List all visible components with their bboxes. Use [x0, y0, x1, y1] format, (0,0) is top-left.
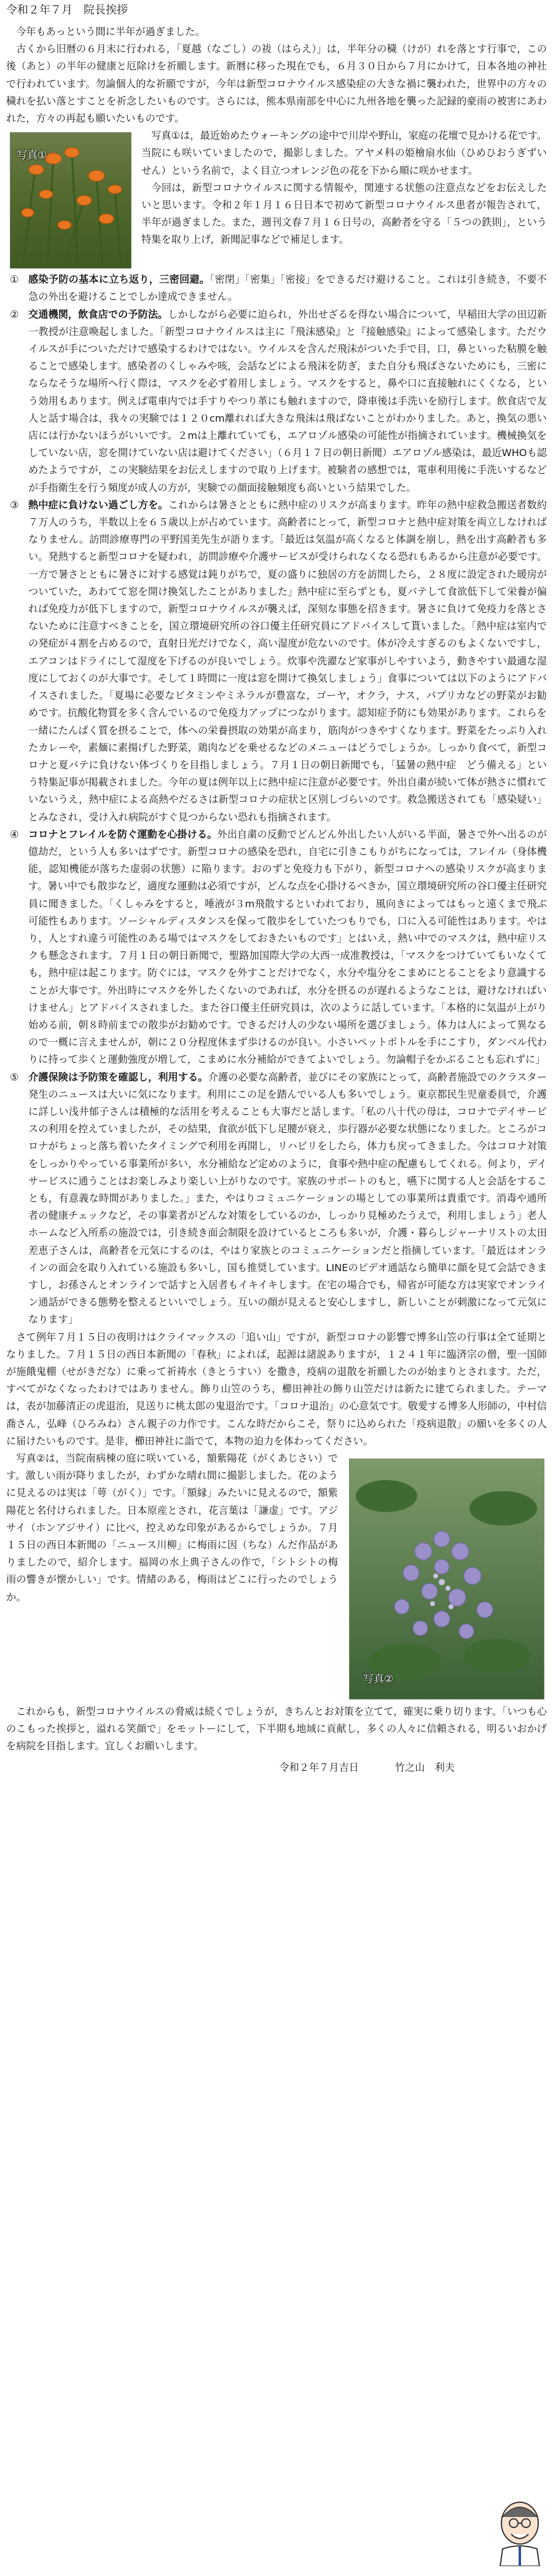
list-item: [6, 1069, 547, 1329]
item-number: ④: [10, 828, 19, 840]
signature: [6, 1759, 455, 1776]
closing-paragraph: これからも，新型コロナウイルスの脅威は続くでしょうが，きちんとお対策を立てて，確実に乗り切ります。「いつも心のこもった挨拶と，溢れる笑顔で」をモットーにして，下半期も地域に貢献し，多くの人々に信頼される，明るいおかげを病院を目指します。宜しくお願いします。: [6, 1706, 547, 1752]
item-number: ①: [10, 274, 19, 286]
item-body: しかしながら必要に迫られ，外出せざるを得ない場合について，早稲田大学の田辺新一教授が注意喚起しました。「新型コロナウイルスは主に『飛沫感染』と『接触感染』によって感染します。ただウイルスが手についただけで感染するわけではない。ウイルスを含んだ飛沫がついた手で目，口，鼻といった粘膜を触ることで感染します。感染者のくしゃみや咳，会話などによる飛沫を防ぎ，また自分も飛ばさないためにも，三密にならなそうな場所へ行く際は，マスクを必ず着用しましょう。マスクをすると，鼻や口に直接触れにくくなる，という効用もあります。例えば電車内では手すりやつり革にも触れますので，降車後は手洗いを励行します。飲食店で友人と話す場合は，我々の実験では１２０cm離れれば大きな飛沫は飛ばないことがわかりました。あと，換気の悪い店には行かないほうがいいです。２mは上離れていても，エアロゾル感染の可能性が指摘されています。機械換気をしていない店，窓を開けていない店は避けてください」（６月１７日の朝日新聞）エアロゾル感染は，最近WHOも認めたようですが，この実験結果をお伝えしますので取り上げます。被験者の感想では，電車利用後に手洗いするなどが手指衛生を行う頻度が成人の方が，実験での顔面接触頻度も高いという結果でした。: [28, 308, 547, 494]
page-title: 令和２年７月 院長挨拶: [6, 4, 128, 17]
five-rules-list: [6, 271, 547, 1328]
item-heading: 交通機関，飲食店での予防法。: [28, 308, 168, 320]
item-heading: 感染予防の基本に立ち返り，三密回避。: [28, 274, 210, 286]
yamakasa-paragraph: さて例年７月１５日の夜明けはクライマックスの「追い山」ですが，新型コロナの影響で博多山笠の行事は全て延期となりました。７月１５日の西日本新聞の「春秋」によれば，起源は諸説ありますが，１２４１年に臨済宗の僧，聖一国師が施餓鬼棚（せがきだな）に乗って祈祷水（きとうすい）を撒き，疫病の退散を祈願したのが始まりとされます。ただ，すべてがなくなったわけではありません。飾り山笠のうち，櫛田神社の飾り山笠だけは新たに建てられました。テーマは，表が加藤清正の虎退治，見送りに桃太郎の鬼退治です。「コロナ退治」の心意気です。敬愛する博多人形師の，中村信喬さん，弘峰（ひろみね）さん親子の力作です。こんな時だからこそ，祭りに込められた「疫病退散」の願いを多くの人に届けたいものです。是非，櫛田神社に詣でて，本物の迫力を体わってください。: [6, 1331, 547, 1447]
photo-hime-hiougizuisen: [10, 132, 131, 269]
list-item: [6, 306, 547, 497]
photo-caption: 写真①: [17, 149, 47, 162]
item-number: ③: [10, 498, 19, 511]
item-body: これからは暑さとともに熱中症のリスクが高まります。昨年の熱中症救急搬送者数約７万人のうち，半数以上を６５歳以上が占めています。高齢者にとって，新型コロナと熱中症対策を両立しなければなりません。訪問診療専門の平野国美先生が語ります。「最近は気温が高くなると体調を崩し，熱を出す高齢者も多い。発熱すると新型コロナを疑われ，訪問診療や介護サービスが受けられなくなる恐れもあるから注意が必要です。一方で暑さとともに暑さに対する感覚は鈍りがちで，夏の盛りに独居の方を訪問したら，２８度に設定された暖房がついていた，あわてて窓を開け換気したことがありました」熱中症に至らずとも，夏バテして食欲低下して栄養が偏れば免疫力が低下しますので，新型コロナウイルスが襲えば，深刻な事態を招きます。暑さに負けて免疫力を落とさないために注意すべきことを，国立環境研究所の谷口優主任研究員にアドバイスして貰いました。「熱中症は室内での発症が４割を占めるので，直射日光だけでなく，高い湿度が危ないのです。体が冷えすぎるのもよくないですし，エアコンはドライにして湿度を下げるのが良いでしょう。炊事や洗濯など家事がしやすいよう，動きやすい最適な湿度にしておくのが大事です。そして１時間に一度は窓を開けて換気しましょう」食事については以下のようにアドバイスされました。「夏場に必要なビタミンやミネラルが豊富な，ゴーヤ，オクラ，ナス，パプリカなどの野菜がお勧めです。抗酸化物質を多く含んでいるので免疫力アップにつながります。認知症予防にも効果があります。これらを一緒にたんぱく質を摂ることで，体への栄養摂取の効果が高まり，筋肉がつきやすくなります。野菜をたっぷり入れたカレーや，素麺に素揚げした野菜，鶏肉などを乗せるなどのメニューはどうでしょうか。しっかり食べて，新型コロナと夏バテに負けない体づくりを目指しましょう。７月１日の朝日新聞でも，「猛暑の熱中症 どう備える」という特集記事が掲載されました。今年の夏は例年以上に熱中症に注意が必要です。外出自粛が続いて体が熱さに慣れていないうえ，熱中症による高熱やだるさは新型コロナの症状と区別しづらいのです。救急搬送されても「感染疑い」とみなされ，受け入れ病院がすぐ見つからない恐れも指摘されます。: [28, 498, 547, 823]
item-heading: コロナとフレイルを防ぐ運動を心掛ける。: [28, 828, 218, 840]
item-body: 介護の必要な高齢者，並びにその家族にとって，高齢者施設でのクラスター発生のニュースは大いに気になります。利用にこの足を踏んでいる人も多いでしょう。東京都民生児童委員で，介護に詳しい浅井郁子さんは積極的な活用を考えることも大事だと話します。「私の八十代の母は，コロナでデイサービスの利用を控えていましたが，その結果，食欲が低下し足腰が衰え，歩行器が必要な状態になりました。ところがコロナがちょっと落ち着いたタイミングで利用を再開し，リハビリをしたら，体力も戻ってきました。今はコロナ対策をしっかりやっている事業所が多い，水分補給など定めのように，食事や熱中症の配慮もしてくれる。何より，デイサービスに通うことはお楽しみより楽しい上がりなのです。家族のサポートのもと，嚥下に関する人と会話をすることも，有意義な時間がありました。」また，やはりコミュニケーションの場としての事業所は貴重です。消毒や通所者の健康チェックなど，その事業者がどんな対策をしているのか，しっかり見極めたうえで，利用しましょう」老人ホームなど入所系の施設では，引き続き面会制限を設けているところも多いが，介護・暮らしジャーナリストの太田差恵子さんは，高齢者を元気にするのは，やはり家族とのコミュニケーションだと指摘しています。「最近はオンラインの面会を取り入れている施設も多いし，国も推奨しています。LINEのビデオ通話なら簡単に顔を見て会話できますし，お孫さんとオンラインで話すと入居者もイキイキします。在宅の場合でも，帰省が可能な方は実家でオンライン通話ができる態勢を整えるといいでしょう。互いの顔が見えると安心しますし，新しいことが刺激になって元気になります」: [28, 1071, 547, 1326]
intro-paragraph: 今年もあっという間に半年が過ぎました。: [16, 26, 205, 37]
list-item: [6, 497, 547, 826]
item-body: 「密閉」「密集」「密接」をできるだけ避けること。これは引き続き，不要不急の外出を避けることでしか達成できません。: [28, 274, 547, 303]
signature-author: 竹之山 利夫: [394, 1761, 455, 1773]
list-item: [6, 271, 547, 305]
item-heading: 熱中症に負けない過ごし方を。: [28, 498, 168, 511]
item-body: 外出自粛の反動でどんどん外出したい人がいる半面，暑さで外へ出るのが億劫だ，という人も多いはずです。新型コロナの感染を恐れ，自宅に引きこもりがちになっては，フレイル（身体機能，認知機能が落ちた虚弱の状態）に陥ります。おのずと免疫力も下がり，新型コロナへの感染リスクが高まります。暑い中でも散歩など，適度な運動は必須ですが，どんな点を心掛けるべきか，国立環境研究所の谷口優主任研究員に聞きました。「くしゃみをすると，唾液が３m飛散するといわれており，風向きによってはもっと遠くまで飛ぶ可能性もあります。ソーシャルディスタンスを保って散歩をしていたつもりでも，口に入る可能性はあります。やはり，人とすれ違う可能性のある場ではマスクをしておきたいものです」とはいえ，熱い中でのマスクは，熱中症リスクも懸念されます。７月１日の朝日新聞で，聖路加国際大学の大西一成准教授は，「マスクをつけていてもいなくても，熱中症は起こります。防ぐには，マスクを外すことだけでなく，水分や塩分をこまめにとることをより意識することが大事です。外出時にマスクを外したくないのであれば，水分を摂るのが遅れるようなことは，避けなければいけません」とアドバイスされました。また谷口優主任研究員は，次のように話しています。「本格的に気温が上がり始める前，朝８時前までの散歩がお勧めです。できるだけ人の少ない場所を選びましょう。体力は人によって異なるので一概に言えませんが，朝に２０分程度休まず歩けるのが良い。小さいペットボトルを手にこすり，ダンベル代わりに持って歩くと運動強度が増して，こまめに水分補給ができてよいでしょう。勿論帽子をかぶることも忘れずに」: [28, 828, 547, 1066]
photo-gaku-ajisai: [349, 1459, 544, 1700]
hydrangea-image: [350, 1459, 544, 1699]
item-number: ②: [10, 308, 19, 320]
intro-paragraph: 古くから旧暦の６月末に行われる，「夏越（なごし）の祓（はらえ）」は，半年分の穢（けが）れを落とす行事で，この後（あと）の半年の健康と厄除けを祈願します。新暦に移った現在でも，６月３０日から７月にかけて，日本各地の神社で行われています。勿論個人的な祈願ですが，今年は新型コロナウイルス感染症の大きな禍に襲われた，世界中の方々の穢れを払い落とすことを祈念したいものです。さらには，熊本県南部を中心に九州各地を襲った記録的豪雨の被害にあわれた，方々の再起も願いたいものです。: [6, 43, 547, 125]
signature-date: 令和２年７月吉日: [279, 1761, 359, 1773]
photo1-description: 写真①は，最近始めたウォーキングの途中で川岸や野山，家庭の花壇で見かける花です。当院にも咲いていましたので，撮影しました。アヤメ科の姫檜扇水仙（ひめひおうぎずいせん）という名前で，よく目立つオレンジ色の花を下から順に咲かせます。: [141, 130, 547, 176]
director-portrait-illustration: [492, 2492, 548, 2566]
photo2-description: 写真②は，当院南病棟の庭に咲いている，額紫陽花（がくあじさい）です。激しい雨が降りましたが，わずかな晴れ間に撮影しました。花のように見えるのは実は「萼（がく）」です。「額縁」みたいに見えるので，額紫陽花と名付けられました。日本原産とされ，花言葉は「謙虚」です。アジサイ（ホンアジサイ）に比べ，控えめな印象があるからでしょうか。７月１５日の西日本新聞の「ニュース川柳」に梅雨に因（ちな）んだ作品がありましたので，紹介します。福岡の水上典子さんの作で，「シトシトの梅雨の響きが懐かしい」です。情緒のある，梅雨はどこに行ったのでしょうか。: [6, 1452, 338, 1603]
topic-intro: 今回は，新型コロナウイルスに関する情報や，関連する状態の注意点などをお伝えしたいと思います。令和２年１月１６日日本で初めて新型コロナウイルス患者が報告されて，半年が過ぎました。また，週刊文春７月１６日号の，高齢者を守る「５つの鉄則」，という特集を取り上げ，新聞記事などで補足します。: [141, 181, 547, 246]
document: [6, 2, 547, 1776]
item-heading: 介護保険は予防策を確認し，利用する。: [28, 1071, 208, 1083]
item-number: ⑤: [10, 1071, 19, 1083]
list-item: [6, 826, 547, 1069]
photo-caption: 写真②: [363, 1673, 394, 1686]
